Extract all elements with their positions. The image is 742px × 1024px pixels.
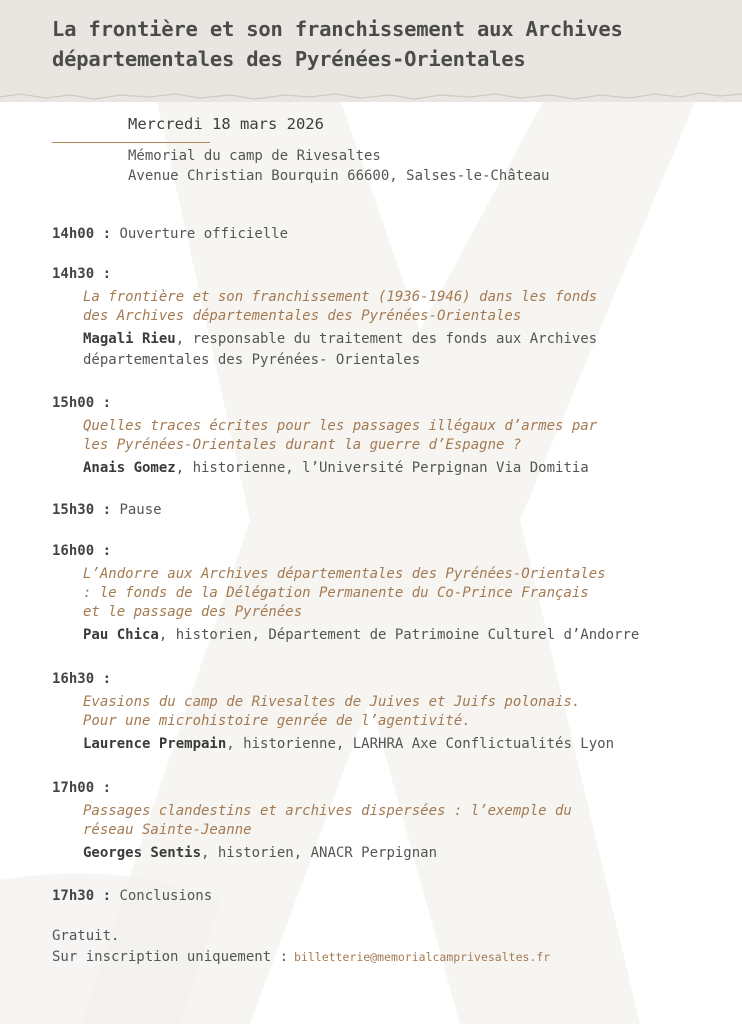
talk-title-line: Evasions du camp de Rivesaltes de Juives et Juifs polonais.: [83, 694, 581, 710]
venue-name: Mémorial du camp de Rivesaltes: [128, 148, 381, 164]
speaker-affiliation: , historienne, LARHRA Axe Conflictualités Lyon: [226, 736, 615, 752]
talk-title-line: Quelles traces écrites pour les passages illégaux d’armes par: [83, 418, 598, 434]
program-item-1430: [52, 264, 692, 370]
speaker-name: Magali Rieu: [83, 331, 176, 347]
item-time: 14h30 :: [52, 266, 112, 282]
speaker-name: Laurence Prempain: [83, 736, 227, 752]
speaker: [83, 329, 692, 370]
talk-title-line: Pour une microhistoire genrée de l’agentivité.: [83, 713, 471, 729]
talk-title-line: des Archives départementales des Pyrénées-Orientales: [83, 308, 522, 324]
date-divider: [52, 142, 210, 143]
talk-title: [83, 802, 692, 840]
speaker-name: Anais Gomez: [83, 460, 176, 476]
item-time: 15h30 :: [52, 502, 112, 518]
event-date: Mercredi 18 mars 2026: [128, 115, 324, 133]
title-line-2: départementales des Pyrénées-Orientales: [52, 47, 526, 71]
registration-info: [52, 926, 550, 968]
talk-title-line: les Pyrénées-Orientales durant la guerre d’Espagne ?: [83, 437, 522, 453]
talk-title: [83, 565, 692, 622]
registration-note: Sur inscription uniquement :: [52, 949, 289, 965]
talk-title: [83, 288, 692, 326]
speaker: [83, 843, 692, 864]
speaker: [83, 625, 692, 646]
talk-title: [83, 693, 692, 731]
program-item-1630: [52, 669, 692, 755]
item-time: 16h00 :: [52, 543, 112, 559]
item-time: 16h30 :: [52, 671, 112, 687]
speaker-name: Pau Chica: [83, 627, 159, 643]
item-time: 14h00 :: [52, 226, 112, 242]
program-item-1700: [52, 778, 692, 864]
venue-address: Avenue Christian Bourquin 66600, Salses-le-Château: [128, 168, 550, 184]
program-item-1500: [52, 393, 692, 479]
ticketing-email-link[interactable]: billetterie@memorialcamprivesaltes.fr: [294, 950, 551, 964]
item-label: Pause: [119, 502, 162, 518]
price-note: Gratuit.: [52, 928, 120, 944]
talk-title-line: : le fonds de la Délégation Permanente du Co-Prince Français: [83, 585, 589, 601]
speaker-affiliation: , responsable du traitement des fonds aux Archives: [175, 331, 598, 347]
speaker-name: Georges Sentis: [83, 845, 202, 861]
talk-title-line: Passages clandestins et archives dispersées : l’exemple du: [83, 803, 572, 819]
event-venue: [128, 146, 728, 186]
talk-title-line: réseau Sainte-Jeanne: [83, 822, 252, 838]
talk-title-line: et le passage des Pyrénées: [83, 604, 303, 620]
speaker-affiliation-cont: départementales des Pyrénées- Orientales: [83, 351, 421, 368]
program-item-1530: [52, 500, 692, 520]
item-time: 15h00 :: [52, 395, 112, 411]
title-line-1: La frontière et son franchissement aux Archives: [52, 17, 623, 41]
item-time: 17h00 :: [52, 780, 112, 796]
speaker: [83, 458, 692, 479]
speaker-affiliation: , historien, Département de Patrimoine Culturel d’Andorre: [158, 627, 640, 643]
item-label: Ouverture officielle: [119, 226, 289, 242]
talk-title-line: L’Andorre aux Archives départementales des Pyrénées-Orientales: [83, 566, 606, 582]
program-item-1600: [52, 541, 692, 646]
program-item-1730: [52, 886, 692, 906]
talk-title-line: La frontière et son franchissement (1936-1946) dans les fonds: [83, 289, 598, 305]
speaker-affiliation: , historienne, l’Université Perpignan Via Domitia: [175, 460, 589, 476]
speaker: [83, 734, 692, 755]
program-item-1400: [52, 224, 692, 244]
item-label: Conclusions: [119, 888, 213, 904]
talk-title: [83, 417, 692, 455]
speaker-affiliation: , historien, ANACR Perpignan: [201, 845, 438, 861]
item-time: 17h30 :: [52, 888, 112, 904]
